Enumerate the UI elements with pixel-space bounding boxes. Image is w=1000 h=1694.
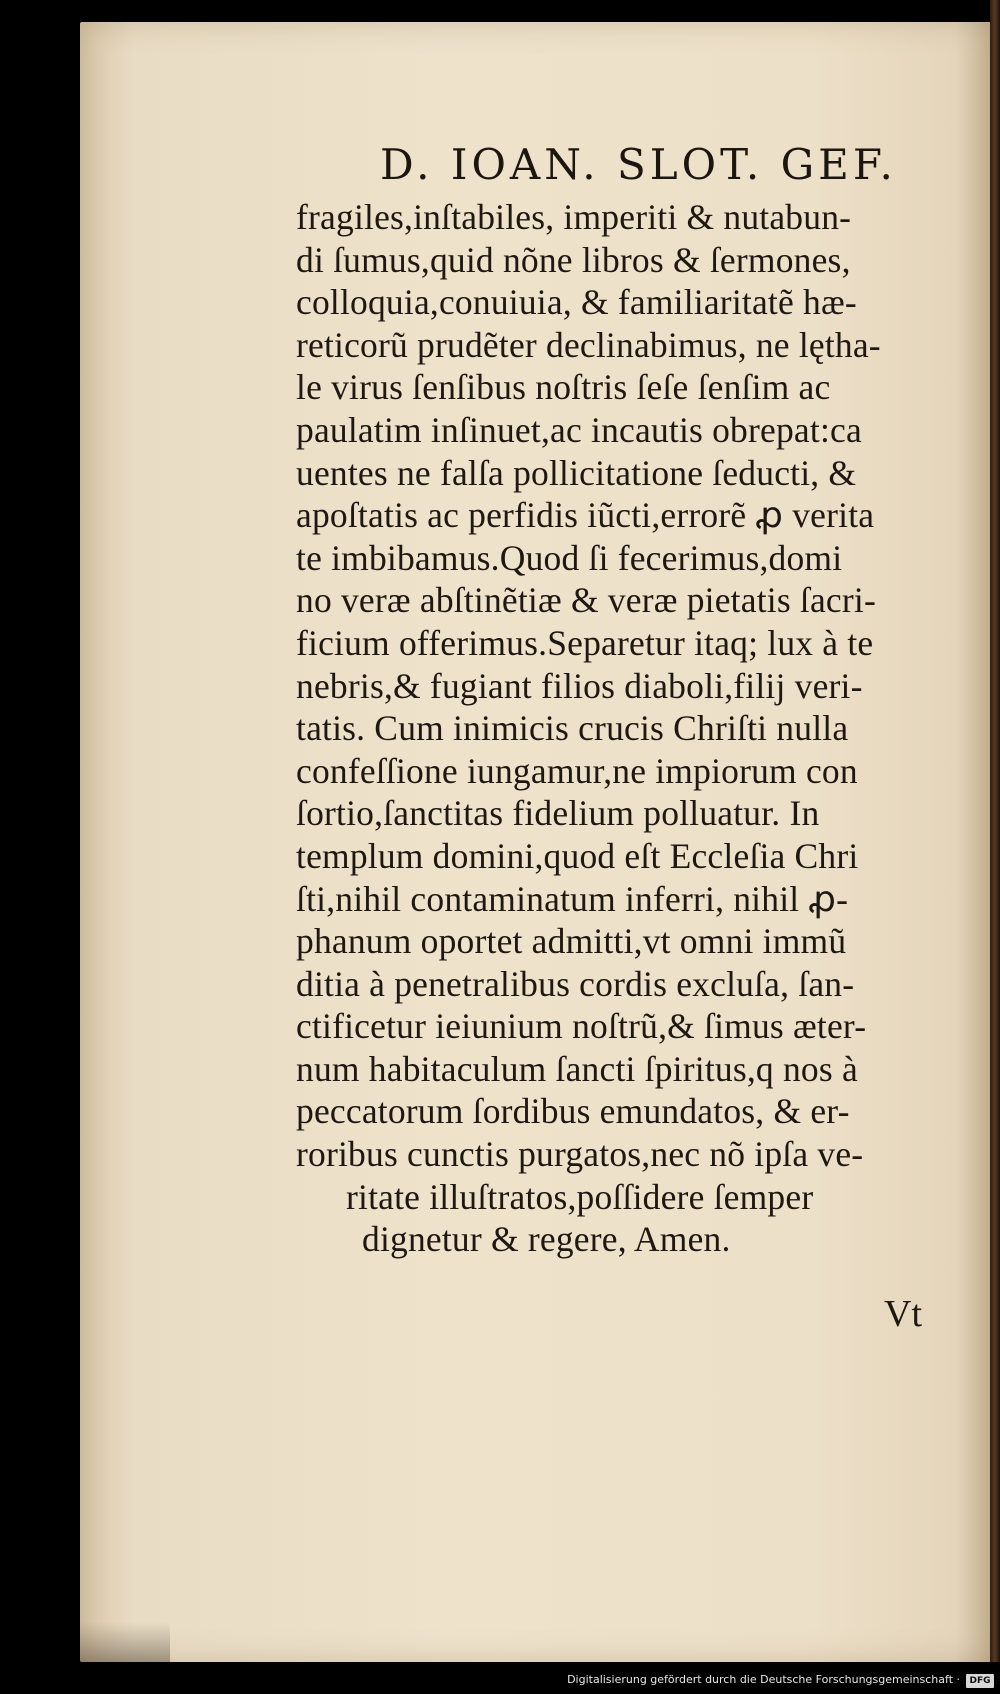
- text-line: di ſumus,quid nõne libros & ſermones,: [296, 239, 851, 280]
- text-line: num habitaculum ſancti ſpiritus,q nos à: [296, 1048, 858, 1089]
- text-line: uentes ne falſa pollicitatione ſeducti, &: [296, 452, 857, 493]
- text-line: nebris,& fugiant filios diaboli,filij veri-: [296, 665, 863, 706]
- text-line: ditia à penetralibus cordis excluſa, ſan-: [296, 963, 855, 1004]
- text-line: colloquia,conuiuia, & familiaritatẽ hæ-: [296, 282, 857, 323]
- text-line: templum domini,quod eſt Eccleſia Chri: [296, 835, 859, 876]
- text-line: te imbibamus.Quod ſi fecerimus,domi: [296, 537, 843, 578]
- book-edge: [990, 0, 1000, 1694]
- text-line: ſti,nihil contaminatum inferri, nihil ꝓ-: [296, 878, 849, 919]
- text-line: reticorũ prudẽter declinabimus, ne lętha-: [296, 324, 881, 365]
- text-line: roribus cunctis purgatos,nec nõ ipſa ve-: [296, 1134, 864, 1175]
- text-line: dignetur & regere, Amen.: [362, 1219, 731, 1260]
- body-text: [296, 196, 946, 1261]
- text-line: ficium offerimus.Separetur itaq; lux à te: [296, 622, 874, 663]
- running-title: D. IOAN. SLOT. GEF.: [380, 140, 897, 189]
- text-line: apoſtatis ac perfidis iũcti,errorẽ ꝓ verita: [296, 495, 875, 536]
- text-line: paulatim inſinuet,ac incautis obrepat:ca: [296, 409, 862, 450]
- text-line: tatis. Cum inimicis crucis Chriſti nulla: [296, 708, 849, 749]
- text-line: phanum oportet admitti,vt omni immũ: [296, 921, 847, 962]
- text-line: no veræ abſtinẽtiæ & veræ pietatis ſacri-: [296, 580, 876, 621]
- text-line: peccatorum ſordibus emundatos, & er-: [296, 1091, 850, 1132]
- text-line: ſortio,ſanctitas fidelium polluatur. In: [296, 793, 820, 834]
- text-line: le virus ſenſibus noſtris ſeſe ſenſim ac: [296, 367, 831, 408]
- dfg-logo-icon: DFG: [966, 1674, 994, 1688]
- footer-bar: [0, 1662, 1000, 1694]
- text-line: fragiles,inſtabiles, imperiti & nutabun-: [296, 197, 852, 237]
- catchword: Vt: [884, 1293, 922, 1335]
- text-line: confeſſione iungamur,ne impiorum con: [296, 750, 858, 791]
- digitization-credit: Digitalisierung gefördert durch die Deutsche Forschungsgemeinschaft ·: [567, 1673, 960, 1686]
- text-line: ritate illuſtratos,poſſidere ſemper: [346, 1176, 814, 1217]
- text-line: ctificetur ieiunium noſtrũ,& ſimus æter-: [296, 1006, 867, 1047]
